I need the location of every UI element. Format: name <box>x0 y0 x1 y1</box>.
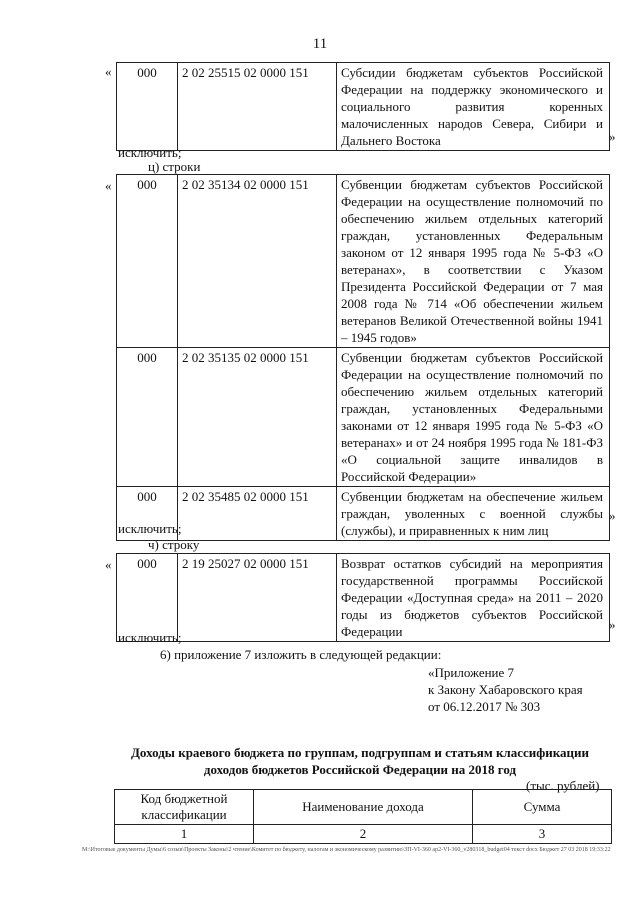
appendix-title: «Приложение 7 <box>428 665 515 680</box>
amend-table-2 <box>116 174 610 541</box>
column-number-2: 2 <box>254 825 473 844</box>
item-b-text: 6) приложение 7 изложить в следующей редакции: <box>160 647 442 662</box>
income-table <box>114 789 612 844</box>
column-header-name: Наименование дохода <box>254 790 473 825</box>
table-header-row <box>115 790 612 825</box>
heading-line-2: доходов бюджетов Российской Федерации на 2018 год <box>203 762 517 777</box>
column-number-3: 3 <box>473 825 612 844</box>
admin-code: 000 <box>117 63 178 151</box>
income-name: Субвенции бюджетам субъектов Российской Федерации на осуществление полномочий по обеспечению жильем отдельных категорий граждан, установленных Федеральными законами от 12 января 1995 года № 5-ФЗ «О ветеранах» и от 24 ноября 1995 года № 181-ФЗ «О социальной защите инвалидов в Российской Федерации» <box>337 348 610 487</box>
column-header-code: Код бюджетной классификации <box>115 790 254 825</box>
income-name: Субвенции бюджетам субъектов Российской Федерации на осуществление полномочий по обеспечению жильем отдельных категорий граждан, установленных Федеральным законом от 12 января 1995 года № 5-ФЗ «О ветеранах», в соответствии с Указом Президента Российской Федерации от 7 мая 2008 года № 714 «Об обеспечении жильем ветеранов Великой Отечественной войны 1941 – 1945 годов» <box>337 175 610 348</box>
file-path-footer: M:\Итоговые документы Думы\6 созыв\Проекты Законы\2 чтение\Комитет по бюджету, налогам и экономическому развитию\ЗП-VI-360 ар2-VI-360_v280318_budget04 текст docx Бюджет 27 03 2018 19:33:22 <box>82 847 611 853</box>
item-ts-label: ц) строки <box>148 159 201 174</box>
income-name: Субвенции бюджетам на обеспечение жильем граждан, уволенных с военной службы (службы), и приравненных к ним лиц <box>337 487 610 541</box>
quote-close: » <box>609 617 616 632</box>
admin-code: 000 <box>117 348 178 487</box>
heading-line-1: Доходы краевого бюджета по группам, подгруппам и статьям классификации <box>130 745 590 760</box>
table-heading <box>100 744 620 778</box>
admin-code: 000 <box>117 487 178 541</box>
budget-code: 2 02 35135 02 0000 151 <box>178 348 337 487</box>
table-row <box>117 348 610 487</box>
quote-open: « <box>105 64 112 79</box>
column-header-sum: Сумма <box>473 790 612 825</box>
table-row <box>117 487 610 541</box>
quote-open: « <box>105 178 112 193</box>
quote-close: » <box>609 508 616 523</box>
appendix-reference <box>428 664 583 715</box>
budget-code: 2 19 25027 02 0000 151 <box>178 554 337 642</box>
admin-code: 000 <box>117 175 178 348</box>
exclude-text: исключить; <box>118 630 182 645</box>
budget-code: 2 02 35485 02 0000 151 <box>178 487 337 541</box>
quote-close: » <box>609 129 616 144</box>
admin-code: 000 <box>117 554 178 642</box>
table-row <box>117 554 610 642</box>
amend-table-1 <box>116 62 610 151</box>
income-name: Субсидии бюджетам субъектов Российской Федерации на поддержку экономического и социального развития коренных малочисленных народов Севера, Сибири и Дальнего Востока <box>337 63 610 151</box>
page-number: 11 <box>312 36 328 52</box>
budget-code: 2 02 25515 02 0000 151 <box>178 63 337 151</box>
table-number-row <box>115 825 612 844</box>
appendix-date: от 06.12.2017 № 303 <box>428 699 541 714</box>
column-number-1: 1 <box>115 825 254 844</box>
units-label: (тыс. рублей) <box>526 778 600 793</box>
quote-open: « <box>105 557 112 572</box>
item-ch-label: ч) строку <box>148 537 200 552</box>
exclude-text: исключить; <box>118 521 182 536</box>
income-name: Возврат остатков субсидий на мероприятия государственной программы Российской Федерации «Доступная среда» на 2011 – 2020 годы из бюджетов субъектов Российской Федерации <box>337 554 610 642</box>
exclude-text: исключить; <box>118 145 182 160</box>
budget-code: 2 02 35134 02 0000 151 <box>178 175 337 348</box>
table-row <box>117 175 610 348</box>
table-row <box>117 63 610 151</box>
amend-table-3 <box>116 553 610 642</box>
appendix-law: к Закону Хабаровского края <box>428 682 583 697</box>
